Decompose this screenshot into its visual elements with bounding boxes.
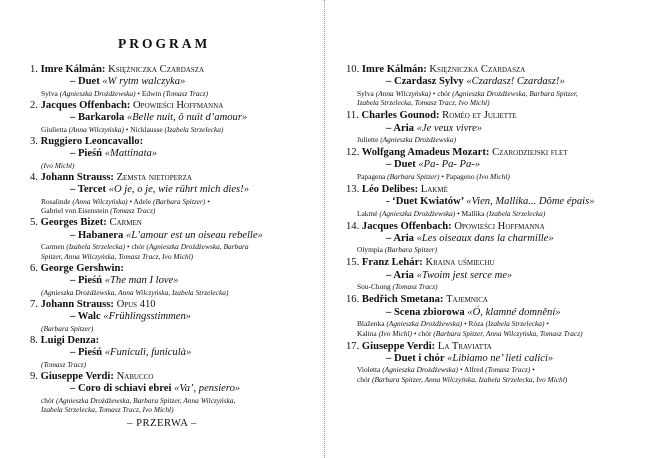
- piece-type: – Duet: [70, 76, 100, 88]
- role-name: Sylva: [357, 88, 376, 98]
- work-title: Roméo et Juliette: [442, 110, 517, 122]
- piece-title: «Twoim jest serce me»: [416, 269, 513, 281]
- role-name: Olympia: [357, 245, 385, 255]
- composer-name: Johann Strauss:: [40, 298, 114, 310]
- performer-name: (Ivo Michl): [41, 160, 75, 170]
- piece-line: [30, 347, 318, 359]
- piece-type: – Duet i chór: [386, 352, 445, 364]
- role-name: Juliette: [357, 135, 381, 145]
- cast-line: [346, 282, 640, 291]
- cast-line: [346, 319, 640, 328]
- program-item: [346, 341, 640, 385]
- program-column-right: [346, 64, 640, 387]
- piece-title: «Funiculì, funiculà»: [104, 347, 192, 359]
- role-name: Kalina: [357, 328, 379, 338]
- role-name: Papagena: [357, 171, 388, 181]
- cast-line: [30, 89, 318, 98]
- cast-line: [346, 245, 640, 254]
- performer-name: (Agnieszka Drożdżewska): [59, 88, 136, 98]
- piece-type: – Aria: [386, 122, 414, 134]
- piece-type: – Barkarola: [70, 112, 125, 124]
- work-title: Księżniczka Czardasza: [429, 64, 526, 75]
- cast-line: [30, 396, 318, 405]
- item-number: 6.: [30, 262, 38, 274]
- work-title: Czarodziejski flet: [492, 147, 568, 159]
- work-title: Opus 410: [116, 298, 156, 310]
- item-number: 2.: [30, 100, 38, 112]
- item-number: 8.: [30, 334, 38, 346]
- program-item: [30, 136, 318, 170]
- page-fold-divider: [324, 0, 325, 458]
- piece-line: [346, 76, 640, 88]
- role-name: •: [530, 365, 535, 375]
- performer-name: (Barbara Spitzer): [41, 323, 94, 333]
- piece-type: – Czardasz Sylvy: [386, 76, 464, 88]
- work-title: Opowieści Hoffmanna: [454, 220, 545, 232]
- piece-line: [30, 76, 318, 88]
- composer-name: Jacques Offenbach:: [40, 100, 131, 112]
- cast-line: [346, 209, 640, 218]
- cast-line: [346, 98, 640, 107]
- cast-line: [30, 206, 318, 215]
- piece-title: «Belle nuit, ô nuit d’amour»: [126, 112, 248, 124]
- piece-title: «Mattinata»: [104, 148, 158, 160]
- program-item: [30, 64, 318, 98]
- piece-line: [346, 159, 640, 171]
- piece-line: [346, 233, 640, 245]
- performer-name: (Agnieszka Drożdżewska): [382, 365, 459, 375]
- piece-line: [30, 184, 318, 196]
- work-title: La Traviatta: [437, 340, 492, 352]
- cast-line: [30, 125, 318, 134]
- program-item-heading: [346, 341, 640, 353]
- work-title: Nabucco: [116, 370, 154, 382]
- piece-title: «Frühlingsstimmen»: [103, 311, 192, 323]
- performer-name: (Agnieszka Drożdżewska): [380, 135, 457, 145]
- composer-name: Léo Delibes:: [361, 183, 419, 195]
- role-name: Giulietta: [41, 124, 69, 134]
- piece-type: – Pieśń: [70, 148, 103, 160]
- intermission-label: – PRZERWA –: [127, 418, 197, 429]
- performer-name: (Tomasz Tracz): [485, 365, 531, 375]
- role-name: • chór: [412, 328, 434, 338]
- performer-name: (Izabela Strzelecka): [486, 208, 546, 218]
- program-item-heading: [346, 64, 640, 76]
- role-name: Violetta: [357, 365, 383, 375]
- performer-name: Izabela Strzelecka, Tomasz Tracz, Ivo Michl): [41, 405, 174, 415]
- program-item-heading: [30, 172, 318, 184]
- role-name: Sou-Chong: [357, 282, 393, 292]
- program-item-heading: [346, 184, 640, 196]
- work-title: Carmen: [109, 217, 142, 229]
- cast-line: [346, 375, 640, 384]
- item-number: 9.: [30, 370, 38, 382]
- performer-name: (Tomasz Tracz): [110, 206, 156, 216]
- piece-type: – Duet: [386, 159, 416, 171]
- piece-type: – Habanera: [70, 229, 124, 241]
- piece-type: – Aria: [386, 269, 414, 281]
- piece-type: - ‘Duet Kwiatów’: [386, 196, 464, 208]
- program-item-heading: [30, 263, 318, 275]
- item-number: 1.: [30, 64, 38, 75]
- piece-line: [346, 270, 640, 282]
- role-name: • chór: [430, 88, 453, 98]
- item-number: 12.: [346, 147, 360, 159]
- piece-type: – Walc: [70, 311, 101, 323]
- piece-title: «Va’, pensiero»: [174, 383, 241, 395]
- performer-name: (Agnieszka Drożdżewska, Barbara: [146, 242, 249, 252]
- program-item-heading: [30, 136, 318, 148]
- work-title: Opowieści Hoffmanna: [133, 100, 224, 112]
- role-name: Carmen: [41, 242, 67, 252]
- role-name: • Edwin: [135, 88, 164, 98]
- role-name: • Mallika: [455, 208, 487, 218]
- composer-name: Johann Strauss:: [40, 172, 114, 184]
- composer-name: Jacques Offenbach:: [361, 220, 452, 232]
- piece-title: «Vien, Mallika... Dôme épais»: [466, 196, 595, 208]
- performer-name: (Barbara Spitzer): [153, 196, 206, 206]
- program-item-heading: [346, 257, 640, 269]
- program-item: [346, 257, 640, 291]
- item-number: 17.: [346, 340, 360, 352]
- item-number: 16.: [346, 294, 360, 306]
- item-number: 3.: [30, 136, 38, 148]
- work-title: Zemsta nietoperza: [116, 172, 192, 184]
- program-column-left: [30, 64, 318, 416]
- role-name: • Adele: [127, 196, 154, 206]
- piece-title: «Les oiseaux dans la charmille»: [416, 233, 554, 245]
- cast-line: [30, 405, 318, 414]
- role-name: • Róza: [462, 319, 486, 329]
- composer-name: Imre Kálmán:: [40, 64, 106, 75]
- performer-name: (Barbara Spitzer): [384, 245, 438, 255]
- program-item-heading: [30, 335, 318, 347]
- piece-type: – Pieśń: [70, 347, 103, 359]
- program-item: [346, 184, 640, 218]
- program-item: [346, 294, 640, 338]
- piece-line: [346, 196, 640, 208]
- cast-line: [30, 252, 318, 261]
- piece-type: – Pieśń: [70, 275, 103, 287]
- program-item-heading: [30, 217, 318, 229]
- performer-name: (Tomasz Tracz): [392, 282, 438, 292]
- role-name: • Alfred: [458, 365, 486, 375]
- program-heading: PROGRAM: [118, 36, 211, 51]
- role-name: Gabriel von Eisenstein: [41, 206, 111, 216]
- role-name: •: [205, 196, 210, 206]
- item-number: 15.: [346, 257, 360, 269]
- composer-name: George Gershwin:: [40, 262, 124, 274]
- program-item: [346, 64, 640, 108]
- piece-type: – Tercet: [70, 184, 106, 196]
- item-number: 5.: [30, 217, 38, 229]
- composer-name: Imre Kálmán:: [361, 64, 427, 75]
- role-name: •: [544, 319, 549, 329]
- program-item-heading: [346, 147, 640, 159]
- role-name: chór: [357, 374, 372, 384]
- work-title: Księżniczka Czardasza: [108, 64, 205, 75]
- cast-line: [346, 329, 640, 338]
- item-number: 14.: [346, 220, 360, 232]
- item-number: 13.: [346, 183, 360, 195]
- composer-name: Georges Bizet:: [40, 217, 107, 229]
- performer-name: (Agnieszka Drożdżewska): [379, 208, 456, 218]
- composer-name: Wolfgang Amadeus Mozart:: [361, 147, 490, 159]
- program-item: [30, 371, 318, 415]
- performer-name: (Tomasz Tracz): [41, 359, 87, 369]
- performer-name: (Agnieszka Drożdżewska, Anna Wilczyńska, Izabela Strzelecka): [41, 287, 229, 297]
- item-number: 10.: [346, 64, 360, 75]
- cast-line: [30, 360, 318, 369]
- piece-line: [30, 275, 318, 287]
- cast-line: [346, 135, 640, 144]
- piece-line: [30, 112, 318, 124]
- piece-title: «Pa- Pa- Pa-»: [418, 159, 481, 171]
- performer-name: (Anna Wilczyńska): [72, 196, 128, 206]
- performer-name: (Izabela Strzelecka): [485, 319, 545, 329]
- cast-line: [346, 172, 640, 181]
- work-title: Kraina uśmiechu: [425, 257, 495, 269]
- role-name: • Papageno: [439, 171, 477, 181]
- performer-name: (Ivo Michl): [378, 328, 413, 338]
- work-title: Lakmé: [420, 183, 448, 195]
- performer-name: (Agnieszka Drożdżewska, Barbara Spitzer,: [452, 88, 578, 98]
- role-name: Blaženka: [357, 319, 387, 329]
- role-name: chór: [41, 395, 56, 405]
- composer-name: Franz Lehár:: [361, 257, 423, 269]
- performer-name: (Agnieszka Drożdżewska, Barbara Spitzer, Anna Wilczyńska,: [55, 395, 236, 405]
- performer-name: (Barbara Spitzer, Anna Wilczyńska, Tomasz Tracz): [433, 328, 583, 338]
- piece-line: [30, 148, 318, 160]
- program-item: [30, 100, 318, 134]
- composer-name: Luigi Denza:: [40, 334, 100, 346]
- role-name: • chór: [125, 242, 147, 252]
- piece-title: «Ó, klamné domnění»: [467, 306, 561, 318]
- piece-title: «The man I love»: [104, 275, 179, 287]
- piece-title: «Libiamo ne’ lieti calici»: [447, 352, 554, 364]
- composer-name: Ruggiero Leoncavallo:: [40, 136, 144, 148]
- program-item-heading: [346, 110, 640, 122]
- piece-line: [346, 307, 640, 319]
- program-item-heading: [346, 221, 640, 233]
- program-item-heading: [30, 299, 318, 311]
- performer-name: Izabela Strzelecka, Tomasz Tracz, Ivo Michl): [357, 98, 490, 108]
- performer-name: (Anna Wilczyńska): [375, 88, 431, 98]
- composer-name: Bedřich Smetana:: [361, 294, 444, 306]
- composer-name: Charles Gounod:: [361, 110, 440, 122]
- piece-line: [30, 230, 318, 242]
- performer-name: (Barbara Spitzer, Anna Wilczyńska, Izabela Strzelecka, Ivo Michl): [371, 374, 568, 384]
- program-item-heading: [30, 371, 318, 383]
- piece-line: [30, 311, 318, 323]
- piece-title: «Czardasz! Czardasz!»: [466, 76, 565, 88]
- piece-title: «O je, o je, wie rührt mich dies!»: [108, 184, 250, 196]
- role-name: • Nicklausse: [123, 124, 165, 134]
- performer-name: (Agnieszka Drożdżewska): [386, 319, 463, 329]
- program-item: [30, 263, 318, 297]
- performer-name: (Izabela Strzelecka): [164, 124, 224, 134]
- performer-name: (Tomasz Tracz): [163, 88, 209, 98]
- program-item-heading: [30, 64, 318, 76]
- performer-name: (Anna Wilczyńska): [68, 124, 124, 134]
- role-name: Rosalinde: [41, 196, 73, 206]
- program-item-heading: [30, 100, 318, 112]
- performer-name: Spitzer, Anna Wilczyńska, Tomasz Tracz, Ivo Michl): [41, 251, 194, 261]
- composer-name: Giuseppe Verdi:: [40, 370, 114, 382]
- program-item: [30, 299, 318, 333]
- piece-type: – Scena zbiorowa: [386, 306, 465, 318]
- piece-title: «W rytm walczyka»: [102, 76, 186, 88]
- role-name: Sylva: [41, 88, 60, 98]
- cast-line: [30, 161, 318, 170]
- performer-name: (Izabela Strzelecka): [66, 242, 126, 252]
- composer-name: Giuseppe Verdi:: [361, 340, 436, 352]
- cast-line: [30, 197, 318, 206]
- cast-line: [30, 242, 318, 251]
- cast-line: [30, 288, 318, 297]
- program-item: [346, 110, 640, 144]
- item-number: 11.: [346, 110, 359, 122]
- piece-title: «L’amour est un oiseau rebelle»: [125, 229, 263, 241]
- piece-line: [346, 353, 640, 365]
- performer-name: (Ivo Michl): [476, 171, 510, 181]
- role-name: Lakmé: [357, 208, 380, 218]
- piece-line: [30, 383, 318, 395]
- item-number: 4.: [30, 172, 38, 184]
- cast-line: [346, 89, 640, 98]
- piece-type: – Aria: [386, 233, 414, 245]
- performer-name: (Barbara Spitzer): [387, 171, 440, 181]
- program-item: [30, 217, 318, 261]
- piece-title: «Je veux vivre»: [416, 122, 483, 134]
- program-item-heading: [346, 294, 640, 306]
- program-item: [30, 335, 318, 369]
- piece-type: – Coro di schiavi ebrei: [70, 383, 172, 395]
- program-item: [346, 221, 640, 255]
- program-item: [346, 147, 640, 181]
- program-item: [30, 172, 318, 216]
- cast-line: [30, 324, 318, 333]
- cast-line: [346, 365, 640, 374]
- work-title: Tajemnica: [446, 294, 488, 306]
- piece-line: [346, 123, 640, 135]
- item-number: 7.: [30, 298, 38, 310]
